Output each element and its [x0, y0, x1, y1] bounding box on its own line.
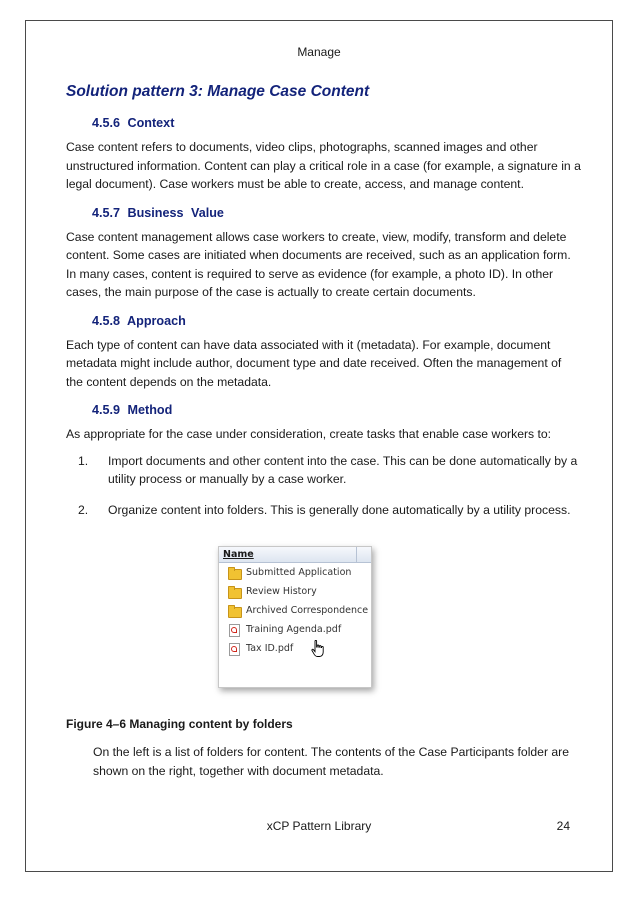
folder-row-review-history[interactable] — [219, 582, 371, 601]
section-body-business-value: Case content management allows case workers to create, view, modify, transform and delete content. Some cases are initiated when documents are received, such as an application form. In many cases, content is required to serve as evidence (for example, a photo ID). In other cases, the main purpose of the case is actually to create certain documents. — [66, 229, 571, 299]
page-content — [66, 83, 581, 780]
list-item-number: 2. — [78, 502, 89, 517]
pattern-title: Solution pattern 3: Manage Case Content — [66, 83, 370, 100]
file-row-training-agenda[interactable] — [219, 620, 371, 639]
folder-icon — [228, 586, 241, 598]
list-item-text: Organize content into folders. This is generally done automatically by a utility process. — [108, 502, 571, 517]
list-item — [66, 501, 581, 520]
method-list — [66, 452, 581, 520]
list-item — [66, 452, 581, 489]
folder-list-screenshot — [218, 546, 372, 688]
figure — [66, 537, 581, 717]
page — [25, 20, 613, 872]
name-column-label: Name — [223, 549, 254, 560]
folder-label: Archived Correspondence — [246, 605, 369, 616]
folder-label: Review History — [246, 586, 317, 597]
folder-row-archived-correspondence[interactable] — [219, 601, 371, 620]
section-heading-approach: 4.5.8 Approach — [92, 313, 186, 328]
column-separator — [356, 547, 357, 562]
page-header: Manage — [297, 45, 341, 59]
footer-title: xCP Pattern Library — [266, 819, 372, 833]
pdf-icon — [228, 643, 241, 655]
hand-cursor-icon — [311, 640, 325, 658]
section-body-approach: Each type of content can have data associated with it (metadata). For example, document metadata might include author, document type and date received. Often the management of the content depends on the metadata. — [66, 337, 562, 389]
section-body-context: Case content refers to documents, video clips, photographs, scanned images and other unstructured information. Content can play a critical role in a case (for example, a signature in a legal document). Case workers must be able to create, access, and manage content. — [66, 140, 581, 191]
section-heading-method: 4.5.9 Method — [92, 403, 173, 417]
file-label: Training Agenda.pdf — [246, 624, 342, 635]
list-item-text: Import documents and other content into the case. This can be done automatically by a utility process or manually by a case worker. — [108, 453, 578, 486]
folder-icon — [228, 605, 241, 617]
section-heading-business-value: 4.5.7 Business Value — [92, 205, 224, 220]
section-heading-context: 4.5.6 Context — [92, 116, 175, 130]
folder-row-submitted-application[interactable] — [219, 563, 371, 582]
file-row-tax-id[interactable] — [219, 639, 371, 658]
list-item-number: 1. — [78, 453, 89, 468]
figure-description: On the left is a list of folders for content. The contents of the Case Participants folder are shown on the right, together with document metadata. — [93, 745, 570, 778]
folder-icon — [228, 567, 241, 579]
pdf-icon — [228, 624, 241, 636]
page-number: 24 — [556, 819, 570, 833]
name-column-header[interactable] — [219, 547, 371, 563]
section-body-method: As appropriate for the case under consideration, create tasks that enable case workers to: — [66, 427, 552, 441]
file-label: Tax ID.pdf — [246, 643, 294, 654]
folder-label: Submitted Application — [246, 567, 352, 578]
figure-caption: Figure 4–6 Managing content by folders — [66, 717, 293, 731]
